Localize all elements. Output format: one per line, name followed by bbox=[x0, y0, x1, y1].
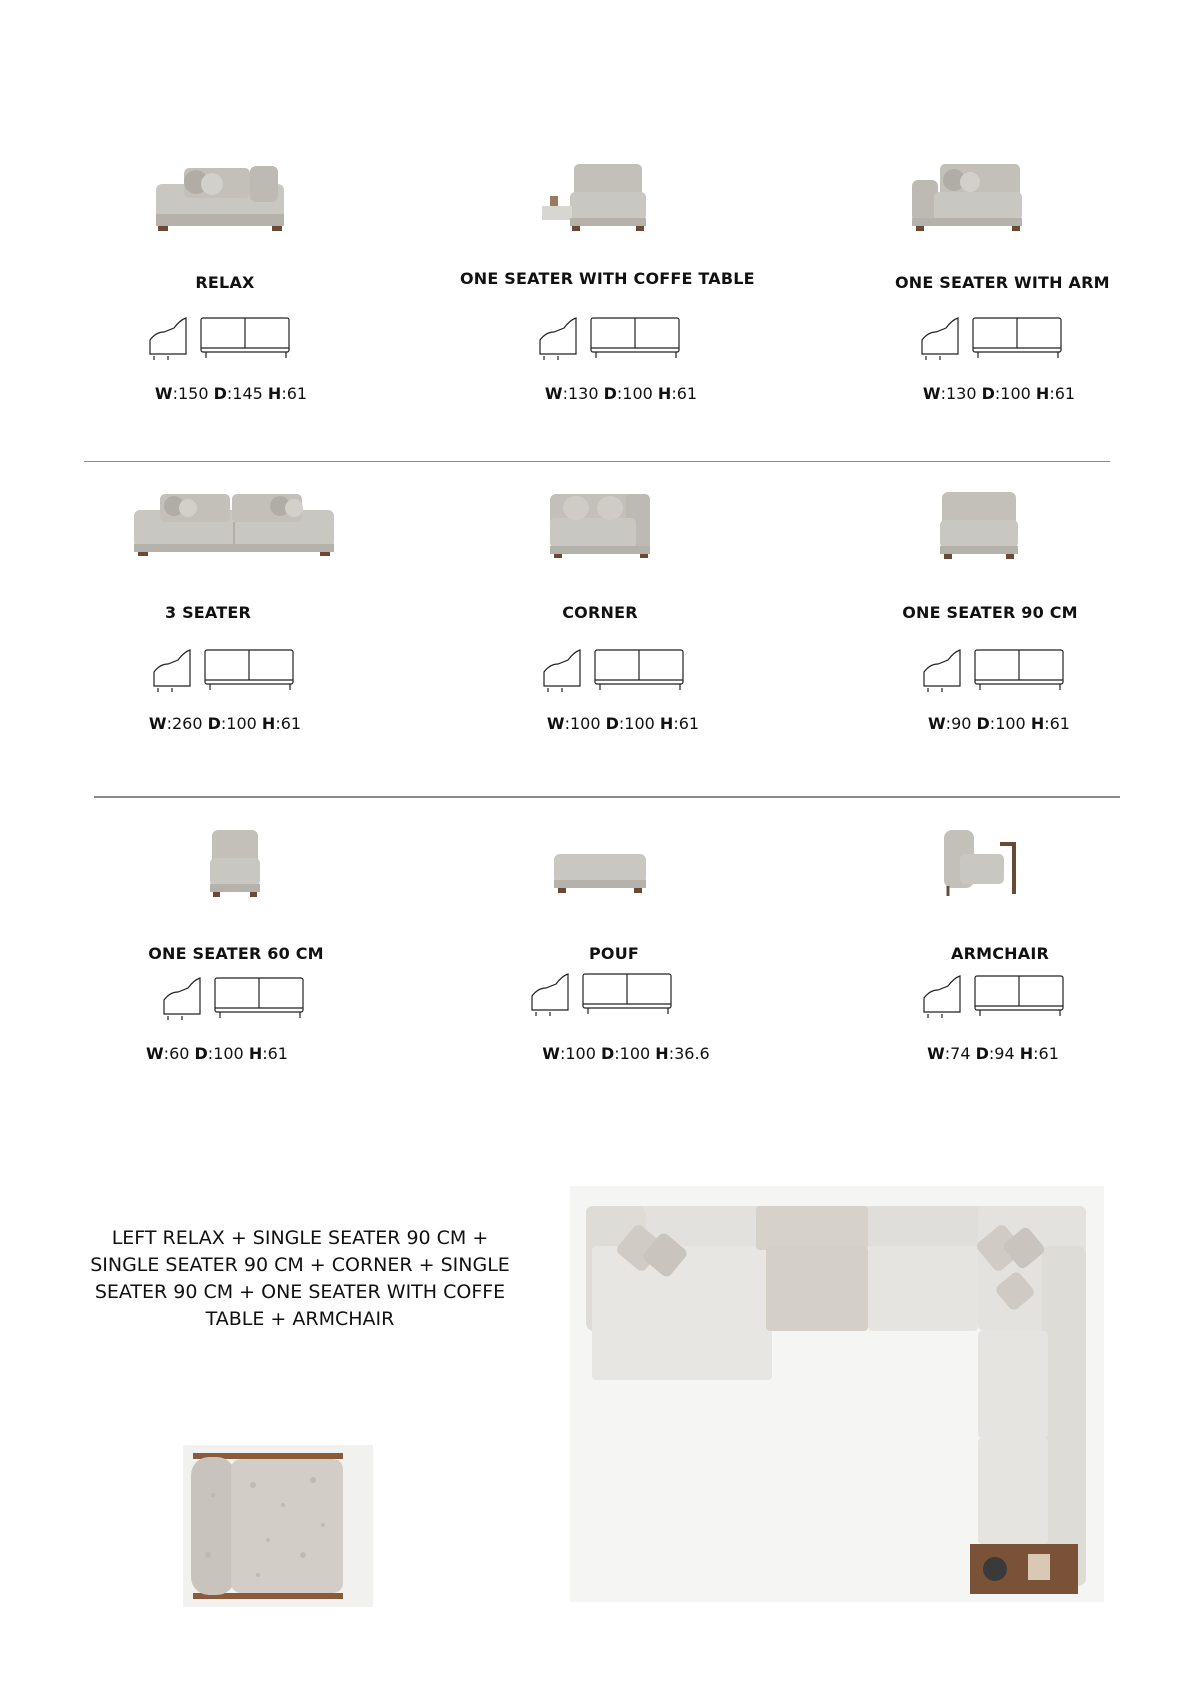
relax-photo bbox=[150, 158, 290, 234]
armchair-line-drawing bbox=[920, 974, 1070, 1020]
three-seater-line-drawing bbox=[150, 648, 300, 694]
one-seater-90-line-drawing bbox=[920, 648, 1070, 694]
one-seater-60-photo bbox=[208, 826, 262, 900]
product-name: RELAX bbox=[195, 273, 255, 292]
product-name: CORNER bbox=[562, 603, 638, 622]
product-dimensions: W:74 D:94 H:61 bbox=[927, 1044, 1059, 1063]
composition-description: LEFT RELAX + SINGLE SEATER 90 CM + SINGLE SEATER 90 CM + CORNER + SINGLE SEATER 90 CM + ONE SEATER WITH COFFE TABLE + ARMCHAIR bbox=[90, 1227, 510, 1330]
one-seater-90-photo bbox=[938, 488, 1020, 562]
product-dimensions: W:100 D:100 H:36.6 bbox=[542, 1044, 710, 1063]
sectional-top-view-photo bbox=[570, 1186, 1104, 1602]
product-dimensions: W:100 D:100 H:61 bbox=[546, 714, 700, 733]
one-seater-coffee-table-line-drawing bbox=[536, 316, 686, 362]
one-seater-coffee-table-photo bbox=[540, 158, 650, 234]
one-seater-60-line-drawing bbox=[160, 976, 310, 1022]
pouf-photo bbox=[550, 848, 650, 898]
armchair-top-view-photo bbox=[183, 1445, 373, 1607]
product-dimensions: W:60 D:100 H:61 bbox=[146, 1044, 288, 1063]
corner-line-drawing bbox=[540, 648, 690, 694]
product-name: ONE SEATER WITH ARM bbox=[895, 273, 1110, 292]
product-name: ONE SEATER WITH COFFE TABLE bbox=[460, 269, 755, 288]
pouf-line-drawing bbox=[528, 972, 678, 1018]
one-seater-with-arm-line-drawing bbox=[918, 316, 1068, 362]
product-dimensions: W:260 D:100 H:61 bbox=[148, 714, 302, 733]
armchair-photo bbox=[940, 826, 1020, 898]
product-name: 3 SEATER bbox=[164, 603, 252, 622]
three-seater-photo bbox=[130, 488, 340, 558]
product-name: ONE SEATER 60 CM bbox=[148, 944, 324, 963]
section-divider bbox=[84, 461, 1110, 462]
product-dimensions: W:130 D:100 H:61 bbox=[922, 384, 1076, 403]
product-dimensions: W:130 D:100 H:61 bbox=[544, 384, 698, 403]
product-dimensions: W:150 D:145 H:61 bbox=[154, 384, 308, 403]
product-name: ARMCHAIR bbox=[950, 944, 1049, 963]
product-dimensions: W:90 D:100 H:61 bbox=[928, 714, 1070, 733]
product-name: ONE SEATER 90 CM bbox=[902, 603, 1078, 622]
section-divider bbox=[94, 796, 1120, 798]
product-name: POUF bbox=[588, 944, 640, 963]
relax-line-drawing bbox=[146, 316, 296, 362]
corner-photo bbox=[546, 488, 656, 560]
one-seater-with-arm-photo bbox=[908, 158, 1028, 234]
